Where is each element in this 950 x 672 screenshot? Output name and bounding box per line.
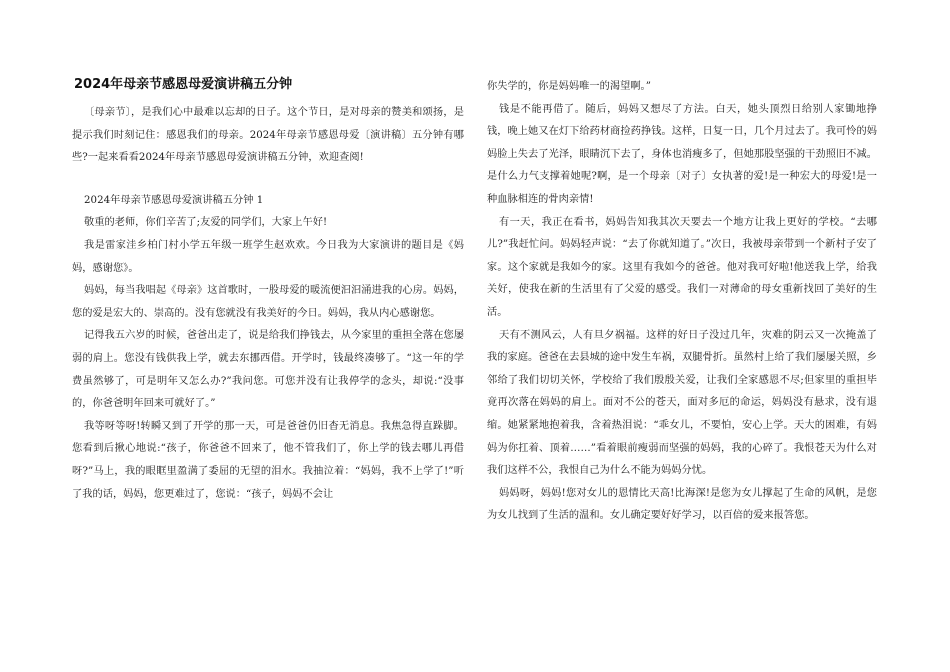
body-paragraph: 我等呀等呀!转瞬又到了开学的那一天，可是爸爸仍旧杳无消息。我焦急得直跺脚。您看到后揪心地说:“孩子，你爸爸不回来了，他不管我们了，你上学的钱去哪儿再借呀?”马上，我的眼眶里盈满了委屈的无望的泪水。我抽泣着：“妈妈，我不上学了!”听了我的话，妈妈，您更难过了，您说：“孩子，妈妈不会让	[72, 420, 464, 500]
body-paragraph: 钱是不能再借了。随后，妈妈又想尽了方法。白天，她头顶烈日给别人家锄地挣钱，晚上她又在灯下给药材商捡药挣钱。这样，日复一日，几个月过去了。我可怜的妈妈脸上失去了光泽，眼睛沉下去了，身体也消瘦多了，但她那股坚强的干劲照旧不减。是什么力气支撑着她呢?啊，是一个母亲〔对子〕女执著的爱!是一种宏大的母爱!是一种血脉相连的骨肉亲情!	[487, 103, 877, 205]
self-intro-paragraph: 我是雷家洼乡柏门村小学五年级一班学生赵欢欢。今日我为大家演讲的题目是《妈妈，感谢您》。	[72, 239, 464, 274]
document-title: 2024年母亲节感恩母爱演讲稿五分钟	[74, 77, 293, 92]
closing-paragraph: 妈妈呀，妈妈!您对女儿的恩情比天高!比海深!是您为女儿撑起了生命的风帆，是您为女儿找到了生活的温和。女儿确定要好好学习，以百倍的爱来报答您。	[487, 487, 877, 522]
body-paragraph: 妈妈，每当我唱起《母亲》这首歌时，一股母爱的暖流便汩汩涌进我的心房。妈妈，您的爱是宏大的、崇高的。没有您就没有我美好的今日。妈妈，我从内心感谢您。	[72, 285, 464, 319]
left-column	[72, 76, 464, 506]
body-paragraph: 天有不测风云，人有旦夕祸福。这样的好日子没过几年，灾难的阴云又一次掩盖了我的家庭。爸爸在去县城的途中发生车祸，双腿骨折。虽然村上给了我们屡屡关照，乡邻给了我们切切关怀，学校给了我们殷殷关爱，让我们全家感恩不尽;但家里的重担毕竟再次落在妈妈的肩上。面对不公的苍天，面对多厄的命运，妈妈没有悬求，没有退缩。她紧紧地抱着我，含着热泪说：“乖女儿，不要怕，安心上学。天大的困难，有妈妈为你扛着、顶着……”看着眼前瘦弱而坚强的妈妈，我的心碎了。我恨苍天为什么对我们这样不公，我恨自己为什么不能为妈妈分忧。	[487, 329, 877, 477]
section-heading: 2024年母亲节感恩母爱演讲稿五分钟 1	[84, 194, 264, 206]
right-column	[487, 76, 877, 528]
body-paragraph: 记得我五六岁的时候，爸爸出走了，说是给我们挣钱去，从今家里的重担全落在您屡弱的肩上。您没有钱供我上学，就去东挪西借。开学时，钱最终凑够了。“这一年的学费虽然够了，可是明年又怎么办?”我问您。可您并没有让我停学的念头，却说:“没事的，你爸爸明年回来可就好了。”	[72, 330, 464, 410]
body-paragraph: 有一天，我正在看书，妈妈告知我其次天要去一个地方让我上更好的学校。“去哪儿?”我赶忙问。妈妈轻声说：“去了你就知道了。”次日，我被母亲带到一个新村子安了家。这个家就是我如今的家。这里有我如今的爸爸。他对我可好啦!他送我上学，给我关好，使我在新的生活里有了父爱的感受。我们一对薄命的母女重新找回了美好的生活。	[487, 216, 877, 318]
continued-paragraph: 你失学的，你是妈妈唯一的渴望啊。”	[487, 81, 651, 92]
intro-paragraph: 〔母亲节〕，是我们心中最难以忘却的日子。这个节日，是对母亲的赞美和颂扬，是提示我们时刻记住：感恩我们的母亲。2024年母亲节感恩母爱〔演讲稿〕五分钟有哪些?一起来看看2024年母亲节感恩母爱演讲稿五分钟，欢迎查阅!	[72, 107, 464, 164]
section-gap	[72, 170, 464, 190]
greeting-paragraph: 敬重的老师，你们辛苦了;友爱的同学们，大家上午好!	[84, 217, 328, 229]
